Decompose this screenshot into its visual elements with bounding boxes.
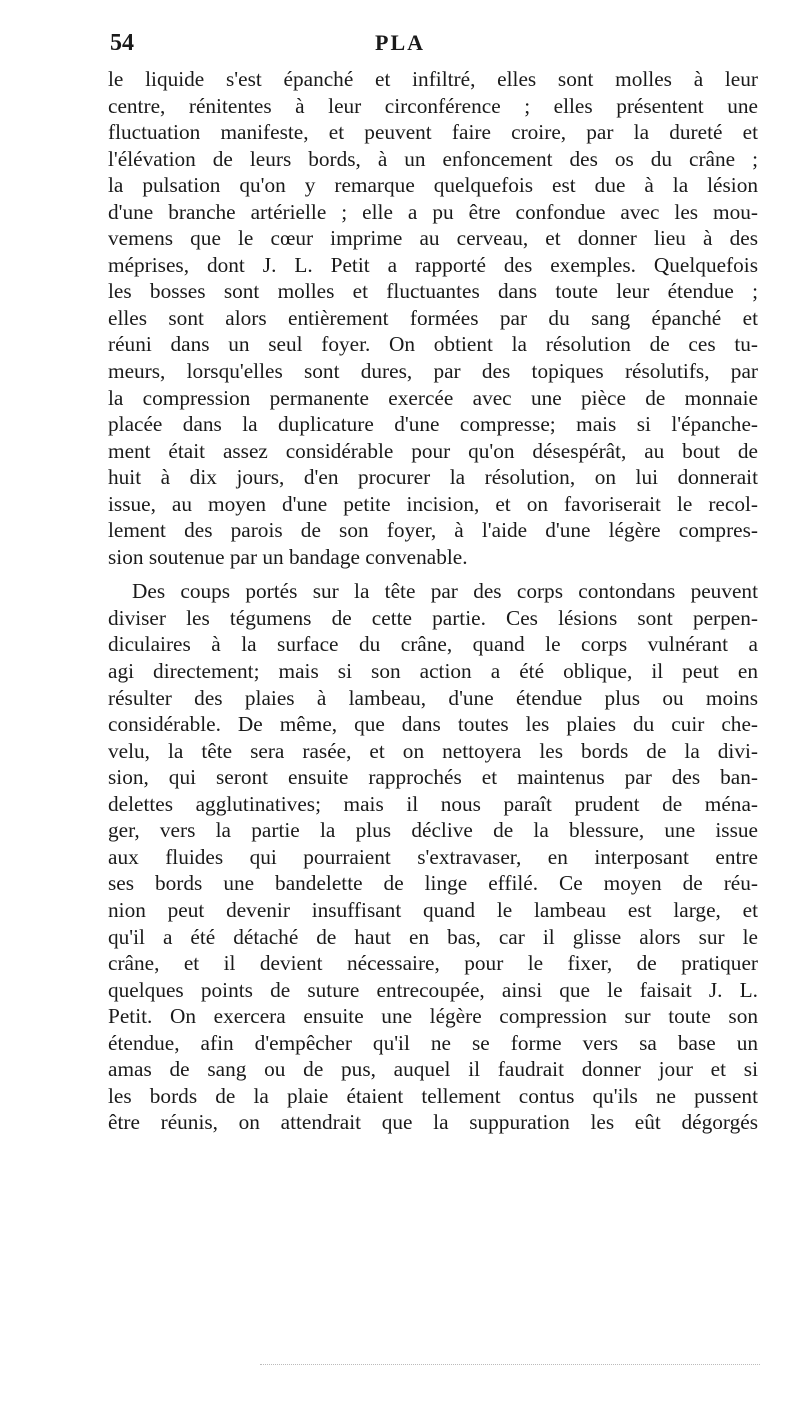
text-line: considérable. De même, que dans toutes les plaies du cuir che- [108, 712, 758, 737]
paragraph-spacer [108, 570, 758, 578]
body-text [108, 66, 758, 1136]
text-line: Petit. On exercera ensuite une légère compression sur toute son [108, 1004, 758, 1029]
text-line: sion soutenue par un bandage convenable. [108, 544, 468, 569]
running-head: PLA [375, 30, 425, 55]
text-line: l'élévation de leurs bords, à un enfoncement des os du crâne ; [108, 146, 758, 171]
text-line: ment était assez considérable pour qu'on désespérât, au bout de [108, 438, 758, 463]
paragraph-1 [108, 66, 758, 570]
text-line: résulter des plaies à lambeau, d'une étendue plus ou moins [108, 685, 758, 710]
text-line: centre, rénitentes à leur circonférence ; elles présentent une [108, 93, 758, 118]
text-line: nion peut devenir insuffisant quand le lambeau est large, et [108, 897, 758, 922]
text-line: sion, qui seront ensuite rapprochés et maintenus par des ban- [108, 765, 758, 790]
text-line: le liquide s'est épanché et infiltré, elles sont molles à leur [108, 67, 758, 91]
text-line: agi directement; mais si son action a été oblique, il peut en [108, 659, 758, 684]
text-line: quelques points de suture entrecoupée, ainsi que le faisait J. L. [108, 977, 758, 1002]
text-line: velu, la tête sera rasée, et on nettoyera les bords de la divi- [108, 738, 758, 763]
text-line: lement des parois de son foyer, à l'aide d'une légère compres- [108, 518, 758, 543]
text-line: être réunis, on attendrait que la suppuration les eût dégorgés [108, 1110, 758, 1135]
text-line: ses bords une bandelette de linge effilé. Ce moyen de réu- [108, 871, 758, 896]
text-line: aux fluides qui pourraient s'extravaser, en interposant entre [108, 844, 758, 869]
text-line: issue, au moyen d'une petite incision, et on favoriserait le recol- [108, 491, 758, 516]
text-line: placée dans la duplicature d'une compresse; mais si l'épanche- [108, 412, 758, 437]
text-line: la compression permanente exercée avec une pièce de monnaie [108, 385, 758, 410]
text-line: vemens que le cœur imprime au cerveau, et donner lieu à des [108, 226, 758, 251]
text-line: amas de sang ou de pus, auquel il faudrait donner jour et si [108, 1057, 758, 1082]
text-line: les bosses sont molles et fluctuantes dans toute leur étendue ; [108, 279, 758, 304]
text-line: étendue, afin d'empêcher qu'il ne se forme vers sa base un [108, 1030, 758, 1055]
text-line: diviser les tégumens de cette partie. Ces lésions sont perpen- [108, 605, 758, 630]
text-line: réuni dans un seul foyer. On obtient la résolution de ces tu- [108, 332, 758, 357]
paragraph-2 [108, 578, 758, 1135]
text-line: fluctuation manifeste, et peuvent faire croire, par la dureté et [108, 120, 758, 145]
text-line: diculaires à la surface du crâne, quand le corps vulnérant a [108, 632, 758, 657]
text-line: la pulsation qu'on y remarque quelquefois est due à la lésion [108, 173, 758, 198]
bottom-rule [260, 1364, 760, 1365]
page-number: 54 [110, 30, 134, 56]
text-line: elles sont alors entièrement formées par du sang épanché et [108, 305, 758, 330]
text-line: méprises, dont J. L. Petit a rapporté des exemples. Quelquefois [108, 252, 758, 277]
text-line: les bords de la plaie étaient tellement contus qu'ils ne pussent [108, 1083, 758, 1108]
text-line: Des coups portés sur la tête par des corps contondans peuvent [132, 579, 758, 604]
text-line: delettes agglutinatives; mais il nous paraît prudent de ména- [108, 791, 758, 816]
text-line: ger, vers la partie la plus déclive de la blessure, une issue [108, 818, 758, 843]
text-line: qu'il a été détaché de haut en bas, car il glisse alors sur le [108, 924, 758, 949]
text-line: huit à dix jours, d'en procurer la résolution, on lui donnerait [108, 465, 758, 490]
text-line: crâne, et il devient nécessaire, pour le fixer, de pratiquer [108, 951, 758, 976]
text-line: meurs, lorsqu'elles sont dures, par des topiques résolutifs, par [108, 359, 758, 384]
text-line: d'une branche artérielle ; elle a pu être confondue avec les mou- [108, 199, 758, 224]
